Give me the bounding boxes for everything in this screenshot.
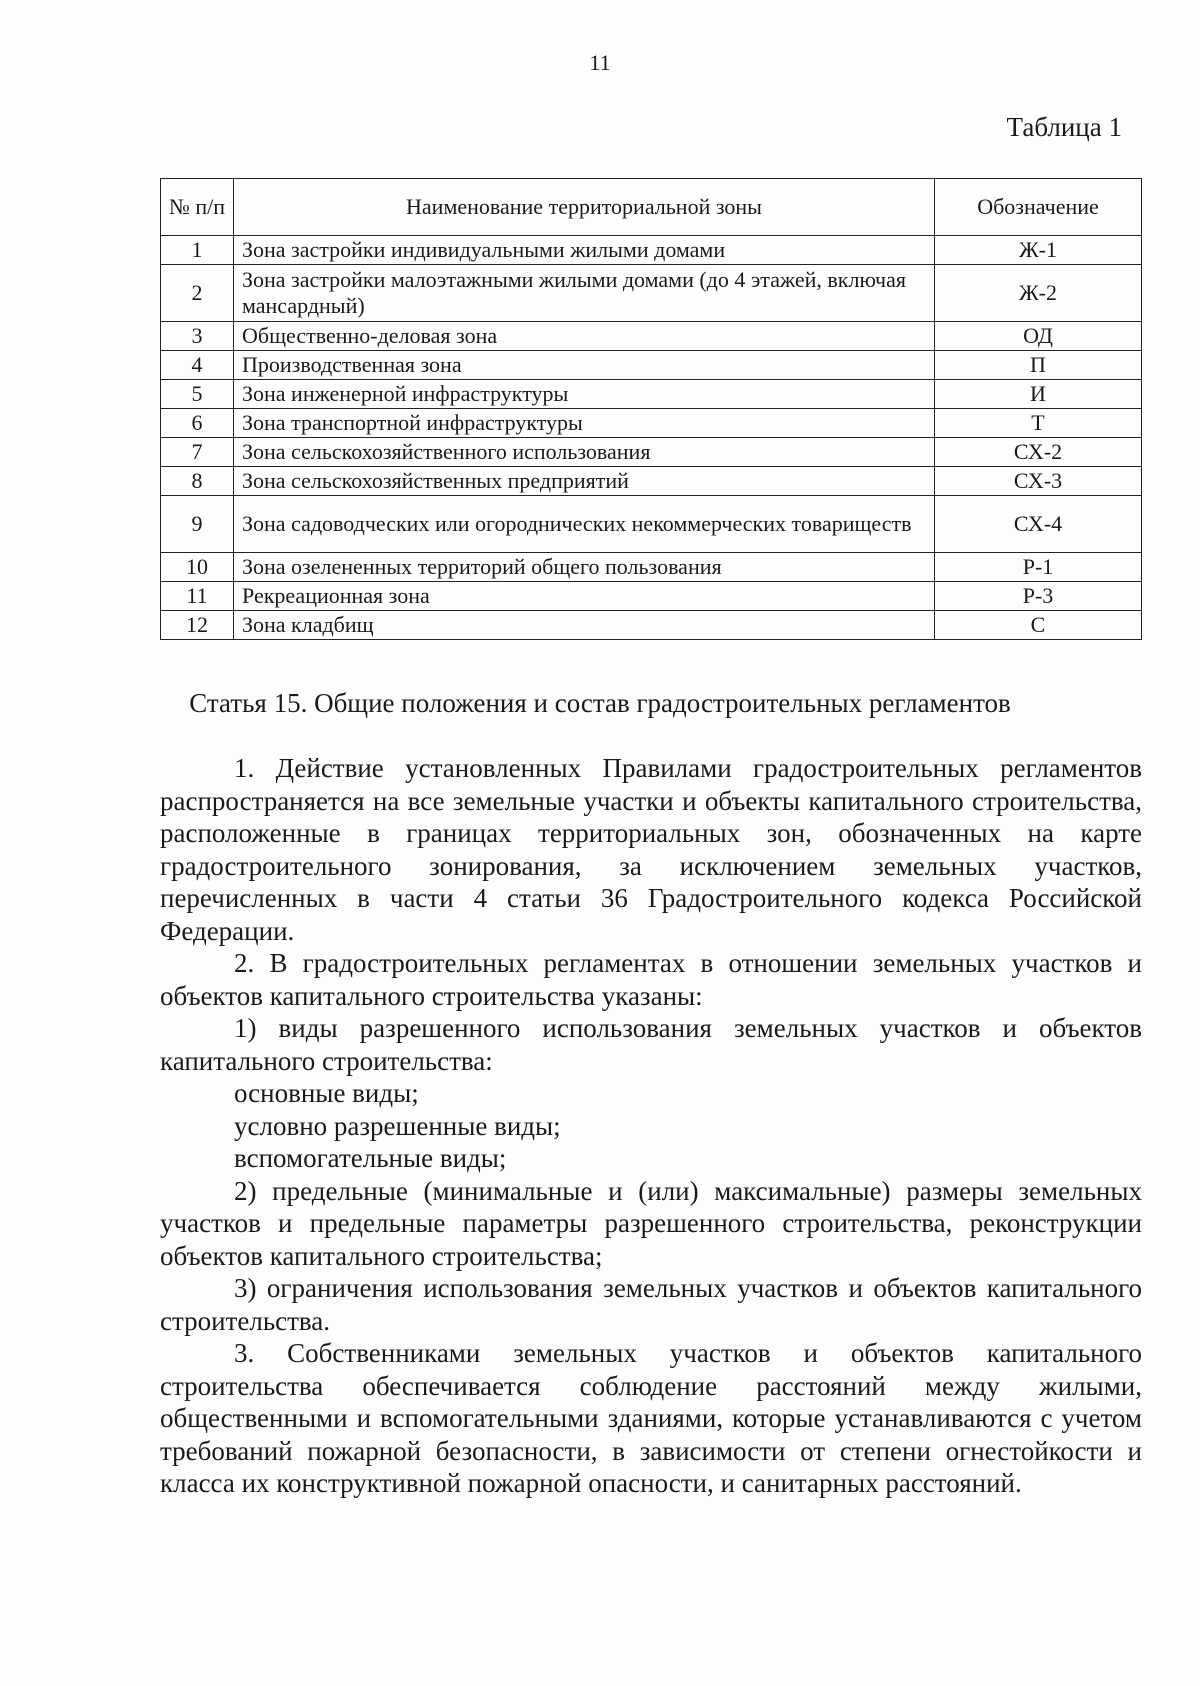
row-number: 10 [161, 553, 234, 582]
table-row [161, 467, 1142, 496]
table-row [161, 265, 1142, 322]
row-number: 4 [161, 351, 234, 380]
territorial-zones-table [160, 178, 1142, 640]
zone-code: Ж-1 [935, 236, 1142, 265]
zone-code: Р-3 [935, 582, 1142, 611]
kind-basic: основные виды; [234, 1078, 419, 1108]
header-number: № п/п [161, 179, 234, 236]
header-designation: Обозначение [935, 179, 1142, 236]
table-row [161, 611, 1142, 640]
row-number: 3 [161, 322, 234, 351]
table-row [161, 236, 1142, 265]
zone-code: С [935, 611, 1142, 640]
zone-name: Зона транспортной инфраструктуры [234, 409, 935, 438]
zone-name: Рекреационная зона [234, 582, 935, 611]
zone-name: Зона сельскохозяйственных предприятий [234, 467, 935, 496]
row-number: 11 [161, 582, 234, 611]
paragraph-2: 2. В градостроительных регламентах в отношении земельных участков и объектов капитального строительства указаны: [160, 948, 1142, 1011]
zone-code: Ж-2 [935, 265, 1142, 322]
page-number: 11 [589, 50, 611, 75]
zone-name: Зона озелененных территорий общего пользования [234, 553, 935, 582]
kind-conditional: условно разрешенные виды; [234, 1110, 561, 1141]
table-row [161, 351, 1142, 380]
paragraph-3: 3. Собственниками земельных участков и объектов капитального строительства обеспечивается соблюдение расстояний между жилыми, общественными и вспомогательными зданиями, которые устанавливаются с учетом требований пожарной безопасности, в зависимости от степени огнестойкости и класса их конструктивной пожарной опасности, и санитарных расстояний. [160, 1338, 1142, 1498]
table-row [161, 582, 1142, 611]
zone-name: Зона сельскохозяйственного использования [234, 438, 935, 467]
zone-name: Зона садоводческих или огороднических некоммерческих товариществ [234, 496, 935, 553]
row-number: 6 [161, 409, 234, 438]
paragraph-2-item-3: 3) ограничения использования земельных участков и объектов капитального строительства. [160, 1273, 1142, 1336]
table-row [161, 409, 1142, 438]
zone-code: Р-1 [935, 553, 1142, 582]
table-row [161, 553, 1142, 582]
row-number: 1 [161, 236, 234, 265]
row-number: 2 [161, 265, 234, 322]
zone-code: СХ-2 [935, 438, 1142, 467]
table-header-row [161, 179, 1142, 236]
row-number: 7 [161, 438, 234, 467]
zone-name: Общественно-деловая зона [234, 322, 935, 351]
zone-name: Зона застройки индивидуальными жилыми домами [234, 236, 935, 265]
paragraph-2-item-1: 1) виды разрешенного использования земельных участков и объектов капитального строительства: [160, 1013, 1142, 1076]
row-number: 12 [161, 611, 234, 640]
table-row [161, 322, 1142, 351]
table-caption: Таблица 1 [1006, 112, 1122, 142]
header-zone-name: Наименование территориальной зоны [234, 179, 935, 236]
article-heading: Статья 15. Общие положения и состав градостроительных регламентов [189, 688, 1011, 718]
row-number: 8 [161, 467, 234, 496]
table-row [161, 438, 1142, 467]
kind-auxiliary: вспомогательные виды; [234, 1143, 507, 1173]
row-number: 9 [161, 496, 234, 553]
zone-code: Т [935, 409, 1142, 438]
article-body [160, 752, 1142, 1500]
zone-code: ОД [935, 322, 1142, 351]
table-row [161, 380, 1142, 409]
zone-name: Зона кладбищ [234, 611, 935, 640]
paragraph-1: 1. Действие установленных Правилами градостроительных регламентов распространяется на все земельные участки и объекты капитального строительства, расположенные в границах территориальных зон, обозначенных на карте градостроительного зонирования, за исключением земельных участков, перечисленных в части 4 статьи 36 Градостроительного кодекса Российской Федерации. [160, 753, 1142, 946]
zone-name: Зона инженерной инфраструктуры [234, 380, 935, 409]
zone-code: П [935, 351, 1142, 380]
paragraph-2-item-2: 2) предельные (минимальные и (или) максимальные) размеры земельных участков и предельные параметры разрешенного строительства, реконструкции объектов капитального строительства; [160, 1175, 1142, 1271]
zone-code: СХ-4 [935, 496, 1142, 553]
zone-code: СХ-3 [935, 467, 1142, 496]
zone-name: Зона застройки малоэтажными жилыми домами (до 4 этажей, включая мансардный) [234, 265, 935, 322]
table-row [161, 496, 1142, 553]
zone-name: Производственная зона [234, 351, 935, 380]
row-number: 5 [161, 380, 234, 409]
zone-code: И [935, 380, 1142, 409]
